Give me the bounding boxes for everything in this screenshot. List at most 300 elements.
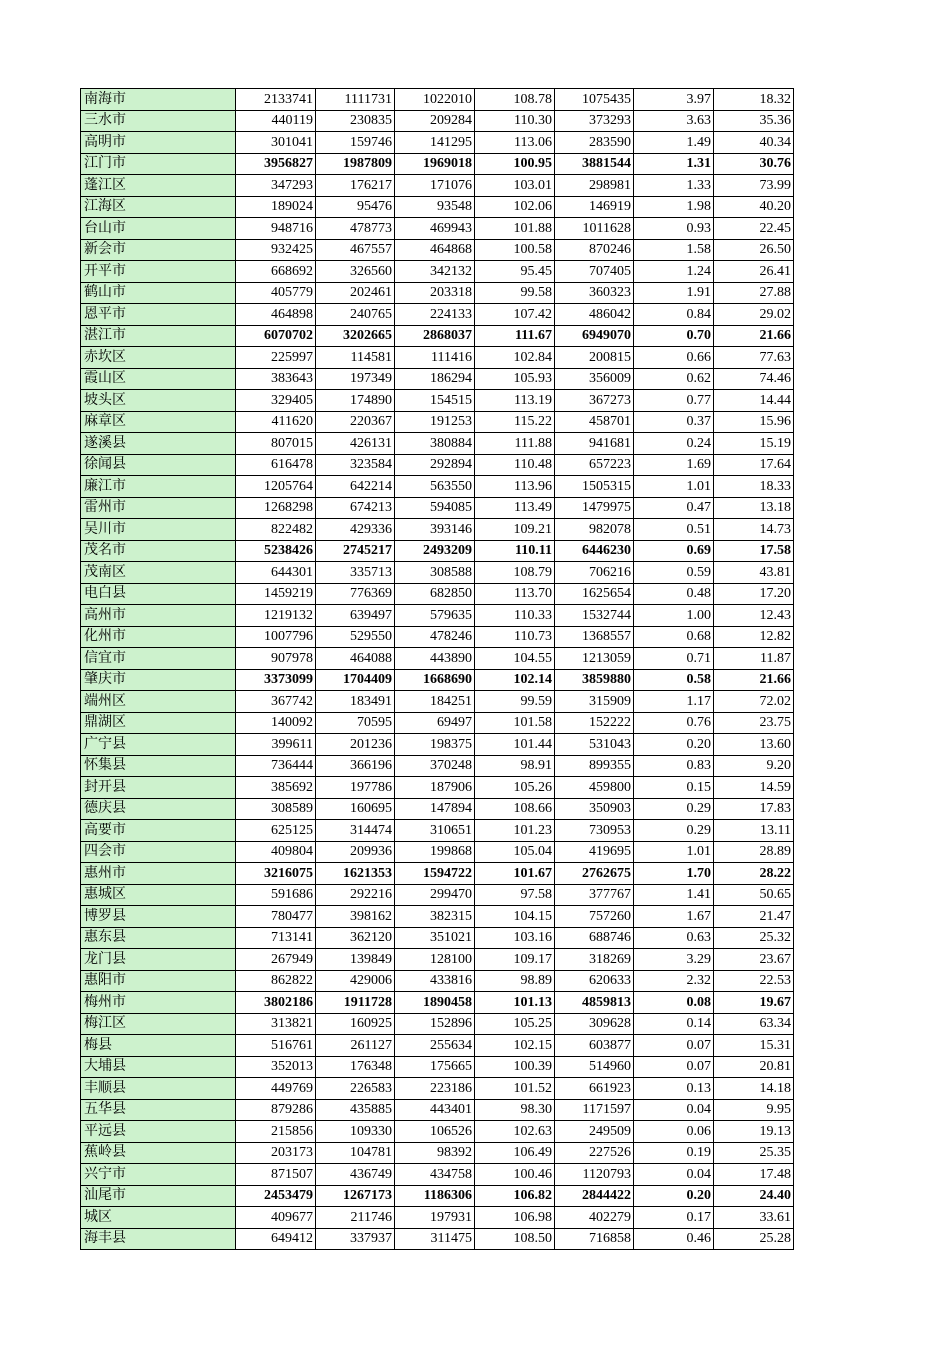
value-cell[interactable]: 377767 (555, 884, 634, 906)
region-name-cell[interactable]: 开平市 (81, 261, 236, 283)
value-cell[interactable]: 9.95 (714, 1099, 794, 1121)
region-name-cell[interactable]: 麻章区 (81, 411, 236, 433)
value-cell[interactable]: 478246 (395, 626, 475, 648)
value-cell[interactable]: 0.07 (634, 1035, 714, 1057)
value-cell[interactable]: 43.81 (714, 562, 794, 584)
value-cell[interactable]: 102.15 (475, 1035, 555, 1057)
value-cell[interactable]: 105.93 (475, 368, 555, 390)
value-cell[interactable]: 113.70 (475, 583, 555, 605)
value-cell[interactable]: 1120793 (555, 1164, 634, 1186)
value-cell[interactable]: 106.49 (475, 1142, 555, 1164)
region-name-cell[interactable]: 徐闻县 (81, 454, 236, 476)
value-cell[interactable]: 337937 (316, 1228, 395, 1250)
value-cell[interactable]: 1022010 (395, 89, 475, 111)
value-cell[interactable]: 100.46 (475, 1164, 555, 1186)
value-cell[interactable]: 6070702 (236, 325, 316, 347)
value-cell[interactable]: 0.29 (634, 798, 714, 820)
value-cell[interactable]: 98.30 (475, 1099, 555, 1121)
region-name-cell[interactable]: 廉江市 (81, 476, 236, 498)
region-name-cell[interactable]: 梅州市 (81, 992, 236, 1014)
value-cell[interactable]: 30.76 (714, 153, 794, 175)
value-cell[interactable]: 107.42 (475, 304, 555, 326)
region-name-cell[interactable]: 端州区 (81, 691, 236, 713)
value-cell[interactable]: 657223 (555, 454, 634, 476)
value-cell[interactable]: 514960 (555, 1056, 634, 1078)
value-cell[interactable]: 27.88 (714, 282, 794, 304)
value-cell[interactable]: 25.32 (714, 927, 794, 949)
value-cell[interactable]: 111.67 (475, 325, 555, 347)
value-cell[interactable]: 326560 (316, 261, 395, 283)
value-cell[interactable]: 367742 (236, 691, 316, 713)
value-cell[interactable]: 2.32 (634, 970, 714, 992)
value-cell[interactable]: 3.97 (634, 89, 714, 111)
region-name-cell[interactable]: 丰顺县 (81, 1078, 236, 1100)
value-cell[interactable]: 18.32 (714, 89, 794, 111)
value-cell[interactable]: 6949070 (555, 325, 634, 347)
value-cell[interactable]: 113.96 (475, 476, 555, 498)
region-name-cell[interactable]: 梅县 (81, 1035, 236, 1057)
value-cell[interactable]: 1111731 (316, 89, 395, 111)
value-cell[interactable]: 105.04 (475, 841, 555, 863)
region-name-cell[interactable]: 五华县 (81, 1099, 236, 1121)
value-cell[interactable]: 23.75 (714, 712, 794, 734)
value-cell[interactable]: 1.01 (634, 841, 714, 863)
value-cell[interactable]: 3216075 (236, 863, 316, 885)
value-cell[interactable]: 17.83 (714, 798, 794, 820)
value-cell[interactable]: 688746 (555, 927, 634, 949)
value-cell[interactable]: 323584 (316, 454, 395, 476)
region-name-cell[interactable]: 惠城区 (81, 884, 236, 906)
value-cell[interactable]: 1505315 (555, 476, 634, 498)
value-cell[interactable]: 17.58 (714, 540, 794, 562)
value-cell[interactable]: 347293 (236, 175, 316, 197)
region-name-cell[interactable]: 霞山区 (81, 368, 236, 390)
value-cell[interactable]: 1.58 (634, 239, 714, 261)
value-cell[interactable]: 329405 (236, 390, 316, 412)
value-cell[interactable]: 220367 (316, 411, 395, 433)
value-cell[interactable]: 146919 (555, 196, 634, 218)
value-cell[interactable]: 310651 (395, 820, 475, 842)
value-cell[interactable]: 2493209 (395, 540, 475, 562)
value-cell[interactable]: 1368557 (555, 626, 634, 648)
value-cell[interactable]: 0.07 (634, 1056, 714, 1078)
value-cell[interactable]: 0.04 (634, 1099, 714, 1121)
value-cell[interactable]: 443401 (395, 1099, 475, 1121)
value-cell[interactable]: 22.53 (714, 970, 794, 992)
value-cell[interactable]: 1.31 (634, 153, 714, 175)
region-name-cell[interactable]: 蕉岭县 (81, 1142, 236, 1164)
value-cell[interactable]: 299470 (395, 884, 475, 906)
region-name-cell[interactable]: 平远县 (81, 1121, 236, 1143)
value-cell[interactable]: 350903 (555, 798, 634, 820)
value-cell[interactable]: 93548 (395, 196, 475, 218)
value-cell[interactable]: 159746 (316, 132, 395, 154)
region-name-cell[interactable]: 赤坎区 (81, 347, 236, 369)
region-name-cell[interactable]: 惠东县 (81, 927, 236, 949)
value-cell[interactable]: 393146 (395, 519, 475, 541)
value-cell[interactable]: 283590 (555, 132, 634, 154)
value-cell[interactable]: 200815 (555, 347, 634, 369)
value-cell[interactable]: 649412 (236, 1228, 316, 1250)
value-cell[interactable]: 0.24 (634, 433, 714, 455)
value-cell[interactable]: 102.06 (475, 196, 555, 218)
value-cell[interactable]: 706216 (555, 562, 634, 584)
value-cell[interactable]: 98.91 (475, 755, 555, 777)
value-cell[interactable]: 0.63 (634, 927, 714, 949)
value-cell[interactable]: 301041 (236, 132, 316, 154)
value-cell[interactable]: 1213059 (555, 648, 634, 670)
value-cell[interactable]: 113.49 (475, 497, 555, 519)
value-cell[interactable]: 429336 (316, 519, 395, 541)
region-name-cell[interactable]: 吴川市 (81, 519, 236, 541)
region-name-cell[interactable]: 惠阳市 (81, 970, 236, 992)
value-cell[interactable]: 0.46 (634, 1228, 714, 1250)
value-cell[interactable]: 209284 (395, 110, 475, 132)
value-cell[interactable]: 186294 (395, 368, 475, 390)
value-cell[interactable]: 101.13 (475, 992, 555, 1014)
value-cell[interactable]: 102.14 (475, 669, 555, 691)
value-cell[interactable]: 382315 (395, 906, 475, 928)
region-name-cell[interactable]: 鹤山市 (81, 282, 236, 304)
value-cell[interactable]: 0.47 (634, 497, 714, 519)
value-cell[interactable]: 370248 (395, 755, 475, 777)
region-name-cell[interactable]: 德庆县 (81, 798, 236, 820)
value-cell[interactable]: 110.48 (475, 454, 555, 476)
value-cell[interactable]: 398162 (316, 906, 395, 928)
value-cell[interactable]: 33.61 (714, 1207, 794, 1229)
value-cell[interactable]: 335713 (316, 562, 395, 584)
value-cell[interactable]: 18.33 (714, 476, 794, 498)
value-cell[interactable]: 411620 (236, 411, 316, 433)
value-cell[interactable]: 26.50 (714, 239, 794, 261)
value-cell[interactable]: 21.47 (714, 906, 794, 928)
value-cell[interactable]: 109.21 (475, 519, 555, 541)
value-cell[interactable]: 106.98 (475, 1207, 555, 1229)
value-cell[interactable]: 1.98 (634, 196, 714, 218)
value-cell[interactable]: 1.70 (634, 863, 714, 885)
value-cell[interactable]: 203173 (236, 1142, 316, 1164)
value-cell[interactable]: 2868037 (395, 325, 475, 347)
value-cell[interactable]: 17.48 (714, 1164, 794, 1186)
value-cell[interactable]: 870246 (555, 239, 634, 261)
value-cell[interactable]: 141295 (395, 132, 475, 154)
value-cell[interactable]: 1.67 (634, 906, 714, 928)
value-cell[interactable]: 108.78 (475, 89, 555, 111)
value-cell[interactable]: 1704409 (316, 669, 395, 691)
value-cell[interactable]: 0.20 (634, 734, 714, 756)
value-cell[interactable]: 309628 (555, 1013, 634, 1035)
value-cell[interactable]: 24.40 (714, 1185, 794, 1207)
region-name-cell[interactable]: 蓬江区 (81, 175, 236, 197)
value-cell[interactable]: 113.19 (475, 390, 555, 412)
value-cell[interactable]: 110.11 (475, 540, 555, 562)
region-name-cell[interactable]: 江海区 (81, 196, 236, 218)
value-cell[interactable]: 0.08 (634, 992, 714, 1014)
value-cell[interactable]: 1205764 (236, 476, 316, 498)
value-cell[interactable]: 0.84 (634, 304, 714, 326)
value-cell[interactable]: 0.20 (634, 1185, 714, 1207)
value-cell[interactable]: 0.13 (634, 1078, 714, 1100)
value-cell[interactable]: 313821 (236, 1013, 316, 1035)
value-cell[interactable]: 0.69 (634, 540, 714, 562)
value-cell[interactable]: 0.83 (634, 755, 714, 777)
value-cell[interactable]: 3.29 (634, 949, 714, 971)
value-cell[interactable]: 516761 (236, 1035, 316, 1057)
value-cell[interactable]: 1219132 (236, 605, 316, 627)
value-cell[interactable]: 1911728 (316, 992, 395, 1014)
value-cell[interactable]: 1532744 (555, 605, 634, 627)
value-cell[interactable]: 449769 (236, 1078, 316, 1100)
value-cell[interactable]: 730953 (555, 820, 634, 842)
value-cell[interactable]: 105.26 (475, 777, 555, 799)
region-name-cell[interactable]: 坡头区 (81, 390, 236, 412)
value-cell[interactable]: 1668690 (395, 669, 475, 691)
value-cell[interactable]: 40.20 (714, 196, 794, 218)
value-cell[interactable]: 9.20 (714, 755, 794, 777)
value-cell[interactable]: 69497 (395, 712, 475, 734)
value-cell[interactable]: 620633 (555, 970, 634, 992)
value-cell[interactable]: 29.02 (714, 304, 794, 326)
value-cell[interactable]: 292216 (316, 884, 395, 906)
value-cell[interactable]: 19.13 (714, 1121, 794, 1143)
region-name-cell[interactable]: 汕尾市 (81, 1185, 236, 1207)
value-cell[interactable]: 0.70 (634, 325, 714, 347)
value-cell[interactable]: 639497 (316, 605, 395, 627)
region-name-cell[interactable]: 怀集县 (81, 755, 236, 777)
value-cell[interactable]: 0.06 (634, 1121, 714, 1143)
value-cell[interactable]: 152222 (555, 712, 634, 734)
value-cell[interactable]: 661923 (555, 1078, 634, 1100)
value-cell[interactable]: 2844422 (555, 1185, 634, 1207)
value-cell[interactable]: 0.93 (634, 218, 714, 240)
value-cell[interactable]: 13.11 (714, 820, 794, 842)
value-cell[interactable]: 807015 (236, 433, 316, 455)
value-cell[interactable]: 360323 (555, 282, 634, 304)
value-cell[interactable]: 1479975 (555, 497, 634, 519)
region-name-cell[interactable]: 鼎湖区 (81, 712, 236, 734)
value-cell[interactable]: 298981 (555, 175, 634, 197)
value-cell[interactable]: 594085 (395, 497, 475, 519)
value-cell[interactable]: 1268298 (236, 497, 316, 519)
value-cell[interactable]: 941681 (555, 433, 634, 455)
value-cell[interactable]: 314474 (316, 820, 395, 842)
value-cell[interactable]: 102.63 (475, 1121, 555, 1143)
value-cell[interactable]: 385692 (236, 777, 316, 799)
value-cell[interactable]: 100.95 (475, 153, 555, 175)
value-cell[interactable]: 110.73 (475, 626, 555, 648)
value-cell[interactable]: 104781 (316, 1142, 395, 1164)
value-cell[interactable]: 668692 (236, 261, 316, 283)
value-cell[interactable]: 21.66 (714, 325, 794, 347)
value-cell[interactable]: 822482 (236, 519, 316, 541)
value-cell[interactable]: 315909 (555, 691, 634, 713)
region-name-cell[interactable]: 茂名市 (81, 540, 236, 562)
value-cell[interactable]: 308589 (236, 798, 316, 820)
value-cell[interactable]: 3.63 (634, 110, 714, 132)
value-cell[interactable]: 14.18 (714, 1078, 794, 1100)
value-cell[interactable]: 227526 (555, 1142, 634, 1164)
value-cell[interactable]: 3802186 (236, 992, 316, 1014)
value-cell[interactable]: 189024 (236, 196, 316, 218)
value-cell[interactable]: 383643 (236, 368, 316, 390)
value-cell[interactable]: 625125 (236, 820, 316, 842)
value-cell[interactable]: 1.91 (634, 282, 714, 304)
value-cell[interactable]: 35.36 (714, 110, 794, 132)
value-cell[interactable]: 14.73 (714, 519, 794, 541)
value-cell[interactable]: 50.65 (714, 884, 794, 906)
value-cell[interactable]: 435885 (316, 1099, 395, 1121)
value-cell[interactable]: 74.46 (714, 368, 794, 390)
value-cell[interactable]: 77.63 (714, 347, 794, 369)
value-cell[interactable]: 373293 (555, 110, 634, 132)
value-cell[interactable]: 183491 (316, 691, 395, 713)
region-name-cell[interactable]: 电白县 (81, 583, 236, 605)
value-cell[interactable]: 0.59 (634, 562, 714, 584)
value-cell[interactable]: 1186306 (395, 1185, 475, 1207)
value-cell[interactable]: 187906 (395, 777, 475, 799)
value-cell[interactable]: 0.66 (634, 347, 714, 369)
region-name-cell[interactable]: 广宁县 (81, 734, 236, 756)
region-name-cell[interactable]: 遂溪县 (81, 433, 236, 455)
value-cell[interactable]: 15.31 (714, 1035, 794, 1057)
value-cell[interactable]: 402279 (555, 1207, 634, 1229)
value-cell[interactable]: 197349 (316, 368, 395, 390)
value-cell[interactable]: 1621353 (316, 863, 395, 885)
value-cell[interactable]: 215856 (236, 1121, 316, 1143)
value-cell[interactable]: 101.88 (475, 218, 555, 240)
value-cell[interactable]: 982078 (555, 519, 634, 541)
region-name-cell[interactable]: 城区 (81, 1207, 236, 1229)
region-name-cell[interactable]: 兴宁市 (81, 1164, 236, 1186)
value-cell[interactable]: 2453479 (236, 1185, 316, 1207)
value-cell[interactable]: 115.22 (475, 411, 555, 433)
value-cell[interactable]: 106.82 (475, 1185, 555, 1207)
value-cell[interactable]: 1.41 (634, 884, 714, 906)
value-cell[interactable]: 1.00 (634, 605, 714, 627)
value-cell[interactable]: 1075435 (555, 89, 634, 111)
value-cell[interactable]: 14.59 (714, 777, 794, 799)
value-cell[interactable]: 531043 (555, 734, 634, 756)
value-cell[interactable]: 108.79 (475, 562, 555, 584)
value-cell[interactable]: 103.01 (475, 175, 555, 197)
value-cell[interactable]: 419695 (555, 841, 634, 863)
value-cell[interactable]: 160925 (316, 1013, 395, 1035)
value-cell[interactable]: 109.17 (475, 949, 555, 971)
region-name-cell[interactable]: 惠州市 (81, 863, 236, 885)
value-cell[interactable]: 17.64 (714, 454, 794, 476)
value-cell[interactable]: 97.58 (475, 884, 555, 906)
value-cell[interactable]: 20.81 (714, 1056, 794, 1078)
value-cell[interactable]: 318269 (555, 949, 634, 971)
value-cell[interactable]: 23.67 (714, 949, 794, 971)
value-cell[interactable]: 226583 (316, 1078, 395, 1100)
value-cell[interactable]: 879286 (236, 1099, 316, 1121)
value-cell[interactable]: 26.41 (714, 261, 794, 283)
value-cell[interactable]: 409804 (236, 841, 316, 863)
value-cell[interactable]: 176217 (316, 175, 395, 197)
value-cell[interactable]: 255634 (395, 1035, 475, 1057)
value-cell[interactable]: 2762675 (555, 863, 634, 885)
value-cell[interactable]: 12.43 (714, 605, 794, 627)
value-cell[interactable]: 948716 (236, 218, 316, 240)
value-cell[interactable]: 674213 (316, 497, 395, 519)
value-cell[interactable]: 2133741 (236, 89, 316, 111)
value-cell[interactable]: 209936 (316, 841, 395, 863)
value-cell[interactable]: 707405 (555, 261, 634, 283)
value-cell[interactable]: 362120 (316, 927, 395, 949)
value-cell[interactable]: 113.06 (475, 132, 555, 154)
value-cell[interactable]: 108.50 (475, 1228, 555, 1250)
region-name-cell[interactable]: 信宜市 (81, 648, 236, 670)
region-name-cell[interactable]: 肇庆市 (81, 669, 236, 691)
value-cell[interactable]: 1171597 (555, 1099, 634, 1121)
value-cell[interactable]: 28.89 (714, 841, 794, 863)
region-name-cell[interactable]: 湛江市 (81, 325, 236, 347)
value-cell[interactable]: 0.29 (634, 820, 714, 842)
value-cell[interactable]: 0.51 (634, 519, 714, 541)
value-cell[interactable]: 0.62 (634, 368, 714, 390)
value-cell[interactable]: 12.82 (714, 626, 794, 648)
value-cell[interactable]: 28.22 (714, 863, 794, 885)
value-cell[interactable]: 367273 (555, 390, 634, 412)
value-cell[interactable]: 102.84 (475, 347, 555, 369)
region-name-cell[interactable]: 高明市 (81, 132, 236, 154)
value-cell[interactable]: 292894 (395, 454, 475, 476)
region-name-cell[interactable]: 恩平市 (81, 304, 236, 326)
value-cell[interactable]: 211746 (316, 1207, 395, 1229)
region-name-cell[interactable]: 梅江区 (81, 1013, 236, 1035)
value-cell[interactable]: 1011628 (555, 218, 634, 240)
value-cell[interactable]: 198375 (395, 734, 475, 756)
value-cell[interactable]: 469943 (395, 218, 475, 240)
value-cell[interactable]: 3859880 (555, 669, 634, 691)
value-cell[interactable]: 140092 (236, 712, 316, 734)
value-cell[interactable]: 110.33 (475, 605, 555, 627)
value-cell[interactable]: 101.52 (475, 1078, 555, 1100)
region-name-cell[interactable]: 海丰县 (81, 1228, 236, 1250)
region-name-cell[interactable]: 茂南区 (81, 562, 236, 584)
value-cell[interactable]: 4859813 (555, 992, 634, 1014)
region-name-cell[interactable]: 大埔县 (81, 1056, 236, 1078)
region-name-cell[interactable]: 博罗县 (81, 906, 236, 928)
value-cell[interactable]: 862822 (236, 970, 316, 992)
value-cell[interactable]: 223186 (395, 1078, 475, 1100)
value-cell[interactable]: 100.58 (475, 239, 555, 261)
region-name-cell[interactable]: 台山市 (81, 218, 236, 240)
value-cell[interactable]: 3373099 (236, 669, 316, 691)
value-cell[interactable]: 380884 (395, 433, 475, 455)
value-cell[interactable]: 2745217 (316, 540, 395, 562)
value-cell[interactable]: 464898 (236, 304, 316, 326)
value-cell[interactable]: 776369 (316, 583, 395, 605)
value-cell[interactable]: 175665 (395, 1056, 475, 1078)
value-cell[interactable]: 73.99 (714, 175, 794, 197)
value-cell[interactable]: 14.44 (714, 390, 794, 412)
value-cell[interactable]: 184251 (395, 691, 475, 713)
value-cell[interactable]: 0.77 (634, 390, 714, 412)
value-cell[interactable]: 103.16 (475, 927, 555, 949)
value-cell[interactable]: 95.45 (475, 261, 555, 283)
value-cell[interactable]: 644301 (236, 562, 316, 584)
value-cell[interactable]: 458701 (555, 411, 634, 433)
value-cell[interactable]: 899355 (555, 755, 634, 777)
value-cell[interactable]: 128100 (395, 949, 475, 971)
value-cell[interactable]: 1594722 (395, 863, 475, 885)
value-cell[interactable]: 114581 (316, 347, 395, 369)
value-cell[interactable]: 1625654 (555, 583, 634, 605)
value-cell[interactable]: 101.23 (475, 820, 555, 842)
value-cell[interactable]: 108.66 (475, 798, 555, 820)
